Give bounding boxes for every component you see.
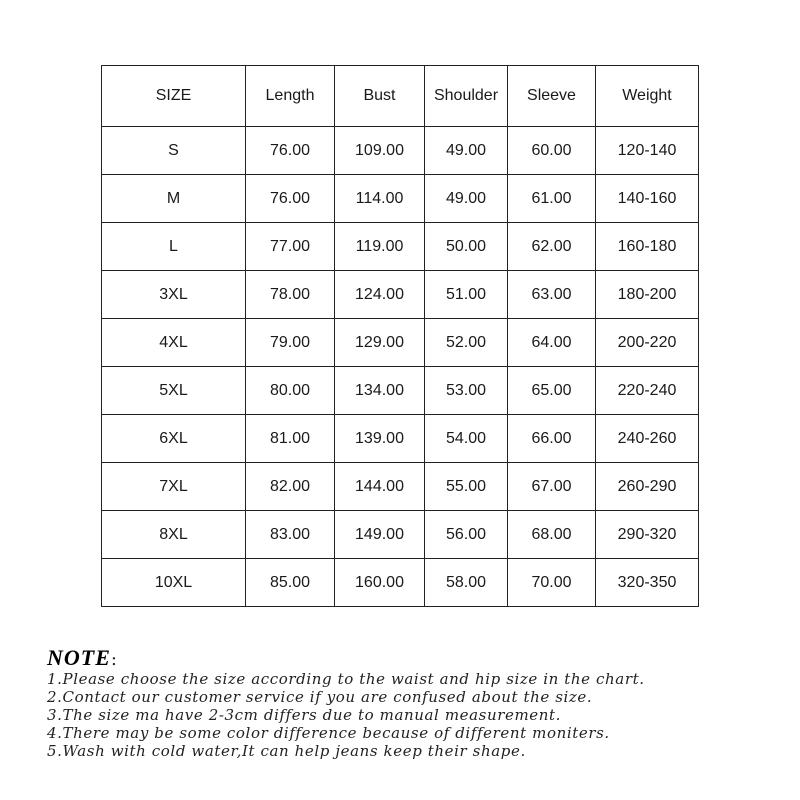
table-cell-length: 77.00 xyxy=(246,223,335,271)
table-row xyxy=(102,319,699,367)
table-cell-length: 83.00 xyxy=(246,511,335,559)
table-row xyxy=(102,367,699,415)
table-cell-length: 81.00 xyxy=(246,415,335,463)
table-cell-length: 76.00 xyxy=(246,127,335,175)
table-cell-shoulder: 51.00 xyxy=(425,271,508,319)
table-cell-sleeve: 61.00 xyxy=(508,175,596,223)
table-cell-bust: 134.00 xyxy=(335,367,425,415)
table-cell-weight: 320-350 xyxy=(596,559,699,607)
table-cell-length: 85.00 xyxy=(246,559,335,607)
table-cell-size: 3XL xyxy=(102,271,246,319)
table-cell-size: 4XL xyxy=(102,319,246,367)
table-header-row xyxy=(102,66,699,127)
table-cell-weight: 160-180 xyxy=(596,223,699,271)
table-cell-sleeve: 63.00 xyxy=(508,271,596,319)
table-cell-bust: 119.00 xyxy=(335,223,425,271)
table-cell-weight: 220-240 xyxy=(596,367,699,415)
table-cell-size: 8XL xyxy=(102,511,246,559)
table-cell-weight: 290-320 xyxy=(596,511,699,559)
note-colon: : xyxy=(110,649,117,670)
table-cell-weight: 200-220 xyxy=(596,319,699,367)
table-cell-size: L xyxy=(102,223,246,271)
table-cell-bust: 129.00 xyxy=(335,319,425,367)
header-cell-shoulder: Shoulder xyxy=(425,66,508,127)
table-cell-bust: 124.00 xyxy=(335,271,425,319)
table-row xyxy=(102,511,699,559)
table-cell-length: 80.00 xyxy=(246,367,335,415)
table-cell-sleeve: 65.00 xyxy=(508,367,596,415)
note-line-5: 5.Wash with cold water,It can help jeans keep their shape. xyxy=(47,742,526,760)
note-heading xyxy=(47,646,787,670)
table-cell-sleeve: 60.00 xyxy=(508,127,596,175)
table-row xyxy=(102,271,699,319)
table-row xyxy=(102,415,699,463)
table-cell-shoulder: 49.00 xyxy=(425,175,508,223)
table-cell-sleeve: 68.00 xyxy=(508,511,596,559)
table-cell-sleeve: 66.00 xyxy=(508,415,596,463)
table-cell-shoulder: 52.00 xyxy=(425,319,508,367)
table-cell-shoulder: 49.00 xyxy=(425,127,508,175)
table-cell-sleeve: 62.00 xyxy=(508,223,596,271)
table-cell-shoulder: 58.00 xyxy=(425,559,508,607)
table-row xyxy=(102,223,699,271)
header-cell-length: Length xyxy=(246,66,335,127)
header-cell-bust: Bust xyxy=(335,66,425,127)
table-row xyxy=(102,127,699,175)
note-line-2: 2.Contact our customer service if you are confused about the size. xyxy=(47,688,593,706)
table-cell-length: 82.00 xyxy=(246,463,335,511)
table-cell-sleeve: 67.00 xyxy=(508,463,596,511)
note-section xyxy=(47,646,787,760)
table-row xyxy=(102,463,699,511)
table-cell-weight: 240-260 xyxy=(596,415,699,463)
table-cell-weight: 260-290 xyxy=(596,463,699,511)
note-title: NOTE xyxy=(47,645,111,670)
header-cell-sleeve: Sleeve xyxy=(508,66,596,127)
table-row xyxy=(102,559,699,607)
table-cell-size: M xyxy=(102,175,246,223)
table-cell-size: 7XL xyxy=(102,463,246,511)
table-cell-shoulder: 56.00 xyxy=(425,511,508,559)
table-cell-bust: 114.00 xyxy=(335,175,425,223)
table-cell-size: 6XL xyxy=(102,415,246,463)
table-cell-sleeve: 70.00 xyxy=(508,559,596,607)
table-cell-length: 78.00 xyxy=(246,271,335,319)
table-row xyxy=(102,175,699,223)
table-cell-weight: 140-160 xyxy=(596,175,699,223)
table-cell-weight: 120-140 xyxy=(596,127,699,175)
note-line-1: 1.Please choose the size according to the waist and hip size in the chart. xyxy=(47,670,645,688)
header-cell-size: SIZE xyxy=(102,66,246,127)
table-cell-shoulder: 53.00 xyxy=(425,367,508,415)
table-cell-size: 5XL xyxy=(102,367,246,415)
table-cell-weight: 180-200 xyxy=(596,271,699,319)
note-line-3: 3.The size ma have 2-3cm differs due to manual measurement. xyxy=(47,706,562,724)
table-cell-sleeve: 64.00 xyxy=(508,319,596,367)
table-cell-length: 76.00 xyxy=(246,175,335,223)
table-cell-shoulder: 55.00 xyxy=(425,463,508,511)
table-cell-bust: 144.00 xyxy=(335,463,425,511)
table-cell-bust: 109.00 xyxy=(335,127,425,175)
size-chart-table xyxy=(101,65,699,607)
table-cell-size: S xyxy=(102,127,246,175)
table-cell-length: 79.00 xyxy=(246,319,335,367)
table-cell-bust: 160.00 xyxy=(335,559,425,607)
table-cell-bust: 149.00 xyxy=(335,511,425,559)
table-cell-bust: 139.00 xyxy=(335,415,425,463)
table-cell-shoulder: 54.00 xyxy=(425,415,508,463)
note-line-4: 4.There may be some color difference because of different moniters. xyxy=(47,724,610,742)
table-cell-shoulder: 50.00 xyxy=(425,223,508,271)
header-cell-weight: Weight xyxy=(596,66,699,127)
table-cell-size: 10XL xyxy=(102,559,246,607)
